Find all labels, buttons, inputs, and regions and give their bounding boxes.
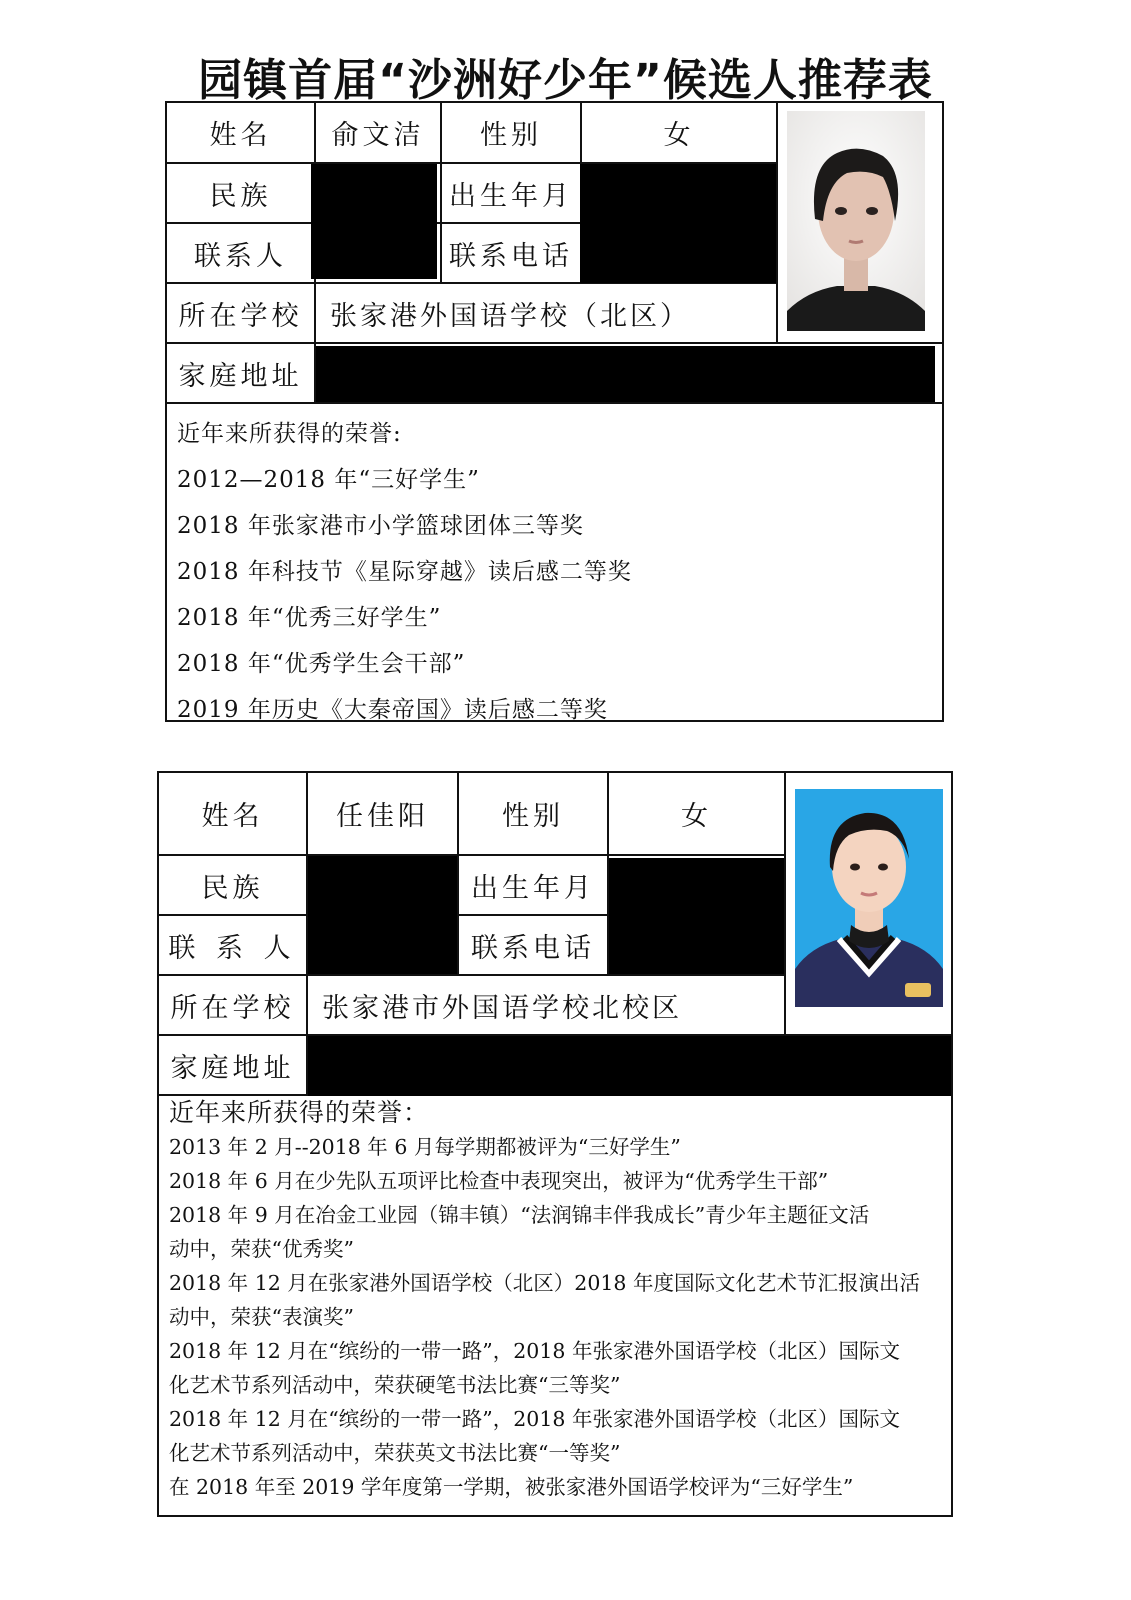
school-value: 张家港外国语学校（北区） bbox=[316, 284, 778, 344]
honor-item: 2018 年“优秀三好学生” bbox=[177, 605, 442, 631]
label-contact: 联系人 bbox=[167, 224, 316, 284]
honors-section bbox=[169, 1096, 949, 1504]
redaction-ethnicity-contact bbox=[308, 856, 457, 974]
label-address: 家庭地址 bbox=[159, 1036, 308, 1096]
recommendation-form-2 bbox=[157, 771, 953, 1517]
label-school: 所在学校 bbox=[159, 976, 308, 1036]
redaction-address bbox=[316, 346, 935, 402]
honor-item: 2018 年科技节《星际穿越》读后感二等奖 bbox=[177, 559, 632, 585]
recommendation-form-1 bbox=[165, 101, 944, 722]
redaction-ethnicity-contact bbox=[311, 164, 437, 279]
portrait-image bbox=[795, 789, 943, 1007]
redaction-address bbox=[308, 1036, 951, 1096]
label-gender: 性别 bbox=[442, 103, 582, 164]
honor-item: 2018 年 12 月在张家港外国语学校（北区）2018 年度国际文化艺术节汇报演出活 bbox=[169, 1271, 920, 1295]
honor-item: 2018 年 9 月在冶金工业园（锦丰镇）“法润锦丰伴我成长”青少年主题征文活 bbox=[169, 1203, 870, 1227]
label-gender: 性别 bbox=[459, 773, 609, 856]
redaction-birth-phone bbox=[609, 858, 784, 974]
honor-item: 2018 年 12 月在“缤纷的一带一路”，2018 年张家港外国语学校（北区）国际文 bbox=[169, 1407, 900, 1431]
honors-heading: 近年来所获得的荣誉: bbox=[177, 421, 402, 447]
portrait-image bbox=[787, 111, 925, 331]
honors-heading: 近年来所获得的荣誉： bbox=[169, 1098, 430, 1127]
label-birth: 出生年月 bbox=[442, 164, 582, 224]
label-name: 姓名 bbox=[159, 773, 308, 856]
label-address: 家庭地址 bbox=[167, 344, 316, 404]
honor-item: 2018 年 6 月在少先队五项评比检查中表现突出，被评为“优秀学生干部” bbox=[169, 1169, 829, 1193]
label-school: 所在学校 bbox=[167, 284, 316, 344]
honor-item: 在 2018 年至 2019 学年度第一学期，被张家港外国语学校评为“三好学生” bbox=[169, 1475, 854, 1499]
candidate-gender: 女 bbox=[609, 773, 786, 856]
candidate-photo bbox=[795, 789, 943, 1007]
honor-item: 2018 年张家港市小学篮球团体三等奖 bbox=[177, 513, 584, 539]
honor-item: 化艺术节系列活动中，荣获硬笔书法比赛“三等奖” bbox=[169, 1373, 621, 1397]
honor-item: 2019 年历史《大秦帝国》读后感二等奖 bbox=[177, 697, 608, 723]
candidate-name: 任佳阳 bbox=[308, 773, 459, 856]
school-value: 张家港市外国语学校北校区 bbox=[308, 976, 786, 1036]
honor-item: 2018 年“优秀学生会干部” bbox=[177, 651, 466, 677]
honor-item: 2013 年 2 月--2018 年 6 月每学期都被评为“三好学生” bbox=[169, 1135, 681, 1159]
label-name: 姓名 bbox=[167, 103, 316, 164]
honors-section bbox=[177, 411, 937, 733]
candidate-gender: 女 bbox=[582, 103, 778, 164]
label-ethnicity: 民族 bbox=[159, 856, 308, 916]
honor-item: 动中，荣获“表演奖” bbox=[169, 1305, 354, 1329]
redaction-birth-phone bbox=[580, 164, 776, 283]
label-phone: 联系电话 bbox=[459, 916, 609, 976]
candidate-photo bbox=[787, 111, 925, 331]
page-title: 园镇首届“沙洲好少年”候选人推荐表 bbox=[198, 55, 933, 106]
candidate-name: 俞文洁 bbox=[316, 103, 442, 164]
honor-item: 2018 年 12 月在“缤纷的一带一路”，2018 年张家港外国语学校（北区）国际文 bbox=[169, 1339, 900, 1363]
label-phone: 联系电话 bbox=[442, 224, 582, 284]
label-ethnicity: 民族 bbox=[167, 164, 316, 224]
label-birth: 出生年月 bbox=[459, 856, 609, 916]
honor-item: 化艺术节系列活动中，荣获英文书法比赛“一等奖” bbox=[169, 1441, 621, 1465]
honor-item: 2012—2018 年“三好学生” bbox=[177, 467, 480, 493]
label-contact: 联 系 人 bbox=[159, 916, 308, 976]
honor-item: 动中，荣获“优秀奖” bbox=[169, 1237, 354, 1261]
